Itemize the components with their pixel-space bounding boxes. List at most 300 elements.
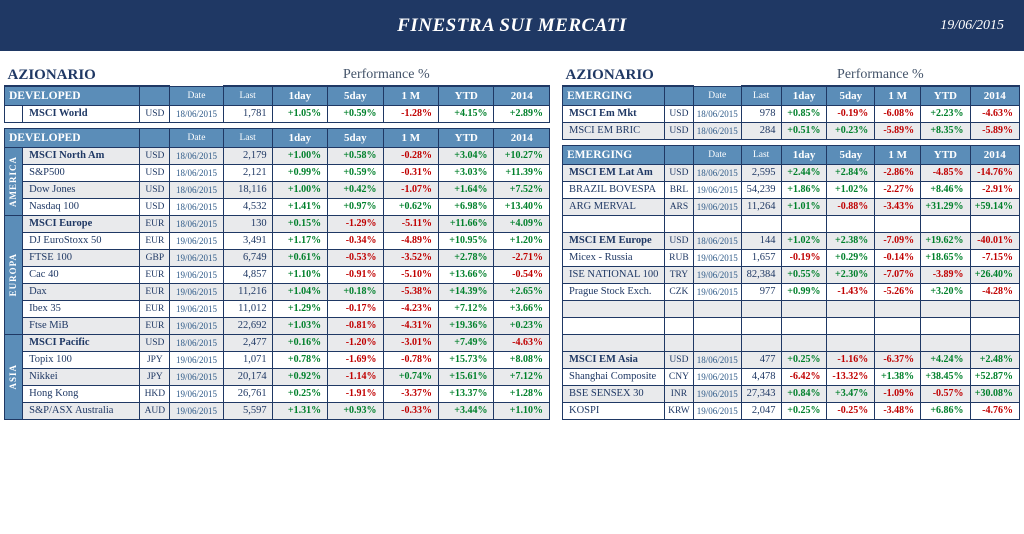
col-header-last: Last [741, 145, 781, 164]
perf-value: +7.49% [439, 334, 494, 351]
perf-value: -1.69% [328, 351, 383, 368]
instrument-currency: EUR [140, 300, 170, 317]
perf-value: +1.00% [272, 181, 327, 198]
perf-value [875, 317, 921, 334]
perf-value: -0.19% [781, 249, 827, 266]
col-header-last: Last [741, 86, 781, 105]
perf-value: -0.17% [328, 300, 383, 317]
perf-value: -7.15% [970, 249, 1019, 266]
instrument-currency: KRW [665, 402, 694, 419]
instrument-name: MSCI North Am [23, 147, 140, 164]
instrument-currency: USD [140, 198, 170, 215]
perf-value: +0.61% [272, 249, 327, 266]
instrument-date: 18/06/2015 [693, 232, 741, 249]
performance-title: Performance % [741, 64, 1019, 86]
table-row [5, 232, 550, 249]
perf-value: +2.30% [827, 266, 875, 283]
perf-value [970, 334, 1019, 351]
perf-value [970, 300, 1019, 317]
perf-value: -40.01% [970, 232, 1019, 249]
perf-value: -3.89% [921, 266, 970, 283]
instrument-date: 18/06/2015 [170, 198, 223, 215]
table-row [563, 249, 1020, 266]
instrument-name: Ftse MiB [23, 317, 140, 334]
instrument-name: Micex - Russia [563, 249, 665, 266]
instrument-last: 4,857 [223, 266, 272, 283]
instrument-currency: HKD [140, 385, 170, 402]
col-header-ccy [140, 86, 170, 105]
perf-value: -0.53% [328, 249, 383, 266]
perf-value [921, 317, 970, 334]
perf-value: +2.84% [827, 164, 875, 181]
instrument-name [563, 317, 665, 334]
developed-markets-table [4, 64, 550, 420]
section-title-row [563, 64, 1020, 86]
perf-value: +0.23% [827, 122, 875, 139]
col-header-1day: 1day [272, 86, 327, 105]
instrument-date: 18/06/2015 [693, 164, 741, 181]
instrument-last: 4,478 [741, 368, 781, 385]
perf-value: +4.15% [439, 105, 494, 122]
col-header-1m: 1 M [383, 128, 438, 147]
perf-value: -1.91% [328, 385, 383, 402]
perf-value [781, 300, 827, 317]
region-label-asia: ASIA [5, 334, 23, 419]
col-header-2014: 2014 [970, 86, 1019, 105]
perf-value: +0.55% [781, 266, 827, 283]
perf-value: +2.23% [921, 105, 970, 122]
col-header-date: Date [170, 86, 223, 105]
perf-value: +2.89% [494, 105, 550, 122]
perf-value: +1.10% [494, 402, 550, 419]
perf-value: +3.04% [439, 147, 494, 164]
perf-value: -6.42% [781, 368, 827, 385]
instrument-last [741, 300, 781, 317]
perf-value: +2.65% [494, 283, 550, 300]
instrument-name: Dax [23, 283, 140, 300]
instrument-currency: USD [140, 334, 170, 351]
instrument-date: 19/06/2015 [693, 198, 741, 215]
table-row [5, 385, 550, 402]
perf-value: +31.29% [921, 198, 970, 215]
table-row [5, 368, 550, 385]
perf-value: +0.92% [272, 368, 327, 385]
perf-value: +15.73% [439, 351, 494, 368]
perf-value: -1.20% [328, 334, 383, 351]
perf-value: +0.99% [272, 164, 327, 181]
perf-value: -0.78% [383, 351, 438, 368]
emerging-markets-table [562, 64, 1020, 420]
table-row [563, 215, 1020, 232]
table-row [5, 105, 550, 122]
perf-value: -3.43% [875, 198, 921, 215]
perf-value: +0.62% [383, 198, 438, 215]
instrument-date: 19/06/2015 [170, 368, 223, 385]
table-row [563, 198, 1020, 215]
instrument-date: 18/06/2015 [170, 334, 223, 351]
instrument-date: 19/06/2015 [170, 249, 223, 266]
table-row [5, 215, 550, 232]
perf-value: -0.28% [383, 147, 438, 164]
instrument-name: Topix 100 [23, 351, 140, 368]
instrument-date: 19/06/2015 [170, 266, 223, 283]
instrument-name: KOSPI [563, 402, 665, 419]
perf-value: -4.28% [970, 283, 1019, 300]
instrument-name: MSCI World [23, 105, 140, 122]
instrument-currency: USD [140, 147, 170, 164]
azionario-title: AZIONARIO [5, 64, 170, 86]
perf-value: +0.58% [328, 147, 383, 164]
col-header-1day: 1day [781, 145, 827, 164]
table-row [563, 266, 1020, 283]
perf-value: -2.86% [875, 164, 921, 181]
table-row [5, 249, 550, 266]
instrument-last: 2,595 [741, 164, 781, 181]
row-spacer [5, 105, 23, 122]
instrument-currency: USD [665, 232, 694, 249]
perf-value: +0.78% [272, 351, 327, 368]
instrument-last [741, 215, 781, 232]
perf-value: -5.89% [875, 122, 921, 139]
instrument-currency: EUR [140, 317, 170, 334]
table-row [5, 198, 550, 215]
instrument-currency: USD [140, 164, 170, 181]
instrument-name: MSCI EM BRIC [563, 122, 665, 139]
perf-value: -3.01% [383, 334, 438, 351]
instrument-name: MSCI Pacific [23, 334, 140, 351]
instrument-currency [665, 300, 694, 317]
instrument-last: 20,174 [223, 368, 272, 385]
perf-value [875, 334, 921, 351]
instrument-currency: CNY [665, 368, 694, 385]
perf-value: -0.34% [328, 232, 383, 249]
perf-value [921, 334, 970, 351]
perf-value: +0.18% [328, 283, 383, 300]
azionario-title: AZIONARIO [563, 64, 694, 86]
perf-value: +0.85% [781, 105, 827, 122]
perf-value: -1.43% [827, 283, 875, 300]
instrument-name: FTSE 100 [23, 249, 140, 266]
perf-value: +26.40% [970, 266, 1019, 283]
table-row [5, 300, 550, 317]
perf-value: +1.31% [272, 402, 327, 419]
perf-value: -3.48% [875, 402, 921, 419]
instrument-name: MSCI Em Mkt [563, 105, 665, 122]
perf-value [970, 317, 1019, 334]
perf-value: +0.59% [328, 164, 383, 181]
instrument-last: 27,343 [741, 385, 781, 402]
instrument-name: Prague Stock Exch. [563, 283, 665, 300]
table-row [563, 334, 1020, 351]
perf-value: +1.38% [875, 368, 921, 385]
instrument-date: 18/06/2015 [170, 164, 223, 181]
instrument-currency: RUB [665, 249, 694, 266]
column-header-row [563, 86, 1020, 105]
perf-value: +2.44% [781, 164, 827, 181]
perf-value: +0.84% [781, 385, 827, 402]
table-row [5, 164, 550, 181]
instrument-last: 2,179 [223, 147, 272, 164]
instrument-currency: JPY [140, 351, 170, 368]
instrument-date: 19/06/2015 [170, 317, 223, 334]
perf-value: +1.10% [272, 266, 327, 283]
perf-value: +19.62% [921, 232, 970, 249]
perf-value: +0.74% [383, 368, 438, 385]
instrument-date [693, 300, 741, 317]
perf-value: -4.63% [494, 334, 550, 351]
instrument-last: 977 [741, 283, 781, 300]
table-row [563, 164, 1020, 181]
instrument-currency [665, 215, 694, 232]
instrument-last: 1,657 [741, 249, 781, 266]
perf-value: +7.52% [494, 181, 550, 198]
perf-value: +13.40% [494, 198, 550, 215]
col-header-5day: 5day [827, 86, 875, 105]
instrument-name: DJ EuroStoxx 50 [23, 232, 140, 249]
perf-value: +3.03% [439, 164, 494, 181]
col-header-1day: 1day [781, 86, 827, 105]
perf-value: -4.31% [383, 317, 438, 334]
instrument-last: 54,239 [741, 181, 781, 198]
instrument-name: MSCI EM Lat Am [563, 164, 665, 181]
table-row [563, 317, 1020, 334]
instrument-date: 18/06/2015 [170, 147, 223, 164]
table-row [563, 351, 1020, 368]
perf-value: +1.05% [272, 105, 327, 122]
col-header-last: Last [223, 128, 272, 147]
instrument-name: Nasdaq 100 [23, 198, 140, 215]
col-header-1m: 1 M [383, 86, 438, 105]
perf-value: -0.19% [827, 105, 875, 122]
table-row [563, 385, 1020, 402]
instrument-name: S&P500 [23, 164, 140, 181]
instrument-last: 2,477 [223, 334, 272, 351]
instrument-currency: EUR [140, 215, 170, 232]
perf-value: -4.63% [970, 105, 1019, 122]
perf-value: +1.02% [781, 232, 827, 249]
col-header-ccy [665, 86, 694, 105]
perf-value: +0.25% [781, 351, 827, 368]
instrument-currency: INR [665, 385, 694, 402]
instrument-last [741, 317, 781, 334]
perf-value: -1.28% [383, 105, 438, 122]
perf-value: +6.86% [921, 402, 970, 419]
performance-title: Performance % [223, 64, 549, 86]
perf-value: -0.88% [827, 198, 875, 215]
perf-value: -7.07% [875, 266, 921, 283]
instrument-date: 18/06/2015 [170, 215, 223, 232]
instrument-currency: ARS [665, 198, 694, 215]
instrument-currency: USD [665, 105, 694, 122]
table-row [563, 181, 1020, 198]
perf-value: -2.27% [875, 181, 921, 198]
instrument-name: S&P/ASX Australia [23, 402, 140, 419]
perf-value: -7.09% [875, 232, 921, 249]
perf-value: +11.39% [494, 164, 550, 181]
perf-value: +0.59% [328, 105, 383, 122]
table-row [5, 402, 550, 419]
col-header-5day: 5day [827, 145, 875, 164]
instrument-currency: USD [665, 164, 694, 181]
instrument-last: 130 [223, 215, 272, 232]
perf-value: +1.00% [272, 147, 327, 164]
instrument-date: 19/06/2015 [693, 402, 741, 419]
instrument-currency: EUR [140, 283, 170, 300]
instrument-date [693, 215, 741, 232]
col-header-ccy [140, 128, 170, 147]
instrument-last: 18,116 [223, 181, 272, 198]
instrument-name: Nikkei [23, 368, 140, 385]
perf-value: +1.04% [272, 283, 327, 300]
instrument-last: 82,384 [741, 266, 781, 283]
table-row [563, 368, 1020, 385]
instrument-date: 19/06/2015 [170, 351, 223, 368]
instrument-currency: USD [140, 181, 170, 198]
perf-value: -4.85% [921, 164, 970, 181]
section-title-row [5, 64, 550, 86]
col-header-developed: DEVELOPED [5, 86, 140, 105]
perf-value: -6.08% [875, 105, 921, 122]
title-spacer [693, 64, 741, 86]
perf-value: -5.11% [383, 215, 438, 232]
region-label-europa: EUROPA [5, 215, 23, 334]
instrument-name: MSCI Europe [23, 215, 140, 232]
perf-value [921, 215, 970, 232]
column-header-row [563, 145, 1020, 164]
instrument-name: ISE NATIONAL 100 [563, 266, 665, 283]
instrument-name [563, 300, 665, 317]
perf-value: -4.89% [383, 232, 438, 249]
perf-value: -0.81% [328, 317, 383, 334]
col-header-1m: 1 M [875, 145, 921, 164]
instrument-currency: USD [665, 351, 694, 368]
perf-value: +1.02% [827, 181, 875, 198]
perf-value: +0.29% [827, 249, 875, 266]
instrument-last: 5,597 [223, 402, 272, 419]
perf-value: +1.41% [272, 198, 327, 215]
perf-value: -3.37% [383, 385, 438, 402]
perf-value: +1.28% [494, 385, 550, 402]
perf-value: +1.29% [272, 300, 327, 317]
instrument-date: 19/06/2015 [693, 249, 741, 266]
perf-value: -1.29% [328, 215, 383, 232]
instrument-currency: TRY [665, 266, 694, 283]
perf-value: -0.54% [494, 266, 550, 283]
col-header-ytd: YTD [921, 86, 970, 105]
instrument-name: Dow Jones [23, 181, 140, 198]
instrument-date: 19/06/2015 [693, 283, 741, 300]
perf-value: +0.99% [781, 283, 827, 300]
perf-value: -3.52% [383, 249, 438, 266]
perf-value: -5.10% [383, 266, 438, 283]
perf-value: +1.03% [272, 317, 327, 334]
table-row [563, 300, 1020, 317]
instrument-date: 18/06/2015 [170, 181, 223, 198]
page-title: FINESTRA SUI MERCATI [397, 14, 627, 36]
instrument-last: 284 [741, 122, 781, 139]
col-header-emerging: EMERGING [563, 145, 665, 164]
instrument-name: Cac 40 [23, 266, 140, 283]
col-header-1m: 1 M [875, 86, 921, 105]
perf-value: +6.98% [439, 198, 494, 215]
instrument-date: 19/06/2015 [170, 385, 223, 402]
instrument-name: Ibex 35 [23, 300, 140, 317]
instrument-currency: EUR [140, 266, 170, 283]
perf-value: +3.66% [494, 300, 550, 317]
instrument-currency: AUD [140, 402, 170, 419]
perf-value: -1.16% [827, 351, 875, 368]
header-banner [0, 0, 1024, 51]
perf-value: -4.23% [383, 300, 438, 317]
instrument-name: MSCI EM Europe [563, 232, 665, 249]
table-row [5, 317, 550, 334]
perf-value: -4.76% [970, 402, 1019, 419]
col-header-last: Last [223, 86, 272, 105]
perf-value: +0.97% [328, 198, 383, 215]
instrument-currency: GBP [140, 249, 170, 266]
instrument-date: 19/06/2015 [170, 300, 223, 317]
perf-value: +1.17% [272, 232, 327, 249]
instrument-currency: BRL [665, 181, 694, 198]
instrument-date [693, 334, 741, 351]
instrument-last: 1,071 [223, 351, 272, 368]
perf-value [827, 334, 875, 351]
instrument-name [563, 215, 665, 232]
instrument-currency: CZK [665, 283, 694, 300]
instrument-date [693, 317, 741, 334]
perf-value [875, 300, 921, 317]
instrument-last: 6,749 [223, 249, 272, 266]
perf-value: +2.78% [439, 249, 494, 266]
perf-value: +10.95% [439, 232, 494, 249]
perf-value [921, 300, 970, 317]
perf-value: -0.31% [383, 164, 438, 181]
perf-value: +0.51% [781, 122, 827, 139]
column-header-row [5, 128, 550, 147]
perf-value [970, 215, 1019, 232]
perf-value [781, 215, 827, 232]
instrument-currency [665, 334, 694, 351]
instrument-date: 19/06/2015 [693, 368, 741, 385]
table-row [5, 351, 550, 368]
instrument-name: BRAZIL BOVESPA [563, 181, 665, 198]
perf-value: +8.08% [494, 351, 550, 368]
perf-value: +13.66% [439, 266, 494, 283]
table-row [5, 334, 550, 351]
instrument-date: 18/06/2015 [693, 351, 741, 368]
perf-value: +0.25% [272, 385, 327, 402]
perf-value [827, 300, 875, 317]
perf-value: +10.27% [494, 147, 550, 164]
perf-value: +4.24% [921, 351, 970, 368]
perf-value: +0.42% [328, 181, 383, 198]
instrument-name: BSE SENSEX 30 [563, 385, 665, 402]
instrument-name: ARG MERVAL [563, 198, 665, 215]
instrument-last: 11,216 [223, 283, 272, 300]
title-spacer [170, 64, 223, 86]
instrument-date: 19/06/2015 [170, 232, 223, 249]
perf-value: +38.45% [921, 368, 970, 385]
table-row [563, 122, 1020, 139]
col-header-date: Date [693, 86, 741, 105]
perf-value: +1.20% [494, 232, 550, 249]
perf-value: -0.57% [921, 385, 970, 402]
instrument-currency: USD [665, 122, 694, 139]
perf-value: +59.14% [970, 198, 1019, 215]
perf-value: +0.93% [328, 402, 383, 419]
perf-value [827, 317, 875, 334]
table-row [5, 147, 550, 164]
